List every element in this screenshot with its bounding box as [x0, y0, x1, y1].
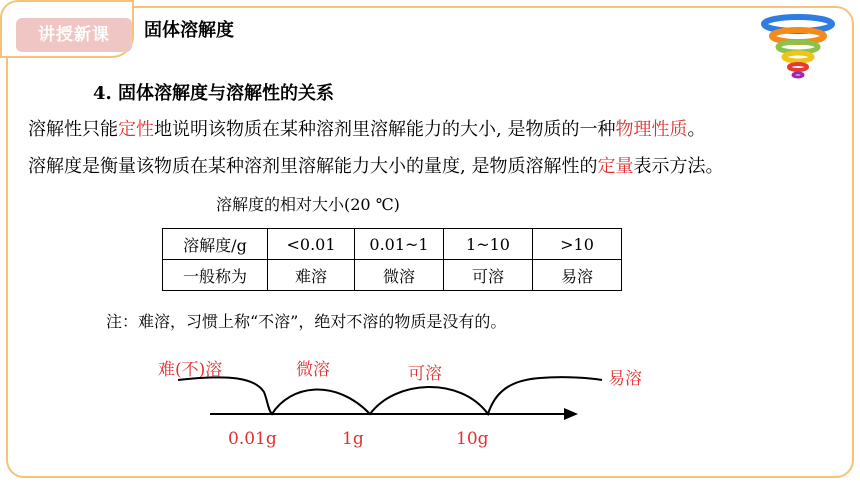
table-cell: 微溶	[355, 260, 444, 291]
footnote: 注：难溶，习惯上称“不溶”，绝对不溶的物质是没有的。	[106, 312, 507, 331]
table-cell: 溶解度/g	[163, 229, 268, 260]
threshold-10g: 10g	[456, 429, 489, 449]
p1-text-a: 溶解性只能	[28, 119, 118, 140]
table-cell: >10	[533, 229, 622, 260]
table-cell: <0.01	[268, 229, 355, 260]
page-title: 固体溶解度	[144, 20, 234, 41]
p1-highlight-physical-property: 物理性质	[615, 119, 688, 140]
table-caption: 溶解度的相对大小(20 ℃)	[216, 195, 400, 214]
table-cell: 0.01~1	[355, 229, 444, 260]
label-slightly-soluble: 微溶	[296, 360, 330, 380]
p2-text-c: 表示方法。	[633, 156, 724, 177]
subsection-heading: 4. 固体溶解度与溶解性的关系	[93, 83, 335, 104]
table-cell: 可溶	[444, 260, 533, 291]
label-soluble: 可溶	[408, 364, 442, 384]
p1-text-e: 。	[687, 119, 706, 140]
label-easily-soluble: 易溶	[608, 369, 642, 389]
threshold-0-01g: 0.01g	[228, 429, 277, 449]
p2-highlight-quantitative: 定量	[597, 156, 634, 177]
table-cell: 易溶	[533, 260, 622, 291]
table-cell: 难溶	[268, 260, 355, 291]
p1-text-c: 地说明该物质在某种溶剂里溶解能力的大小, 是物质的一种	[154, 119, 616, 140]
p1-highlight-qualitative: 定性	[118, 119, 154, 140]
section-tag: 讲授新课	[16, 18, 132, 52]
scale-arrowhead	[564, 408, 578, 420]
p2-text-a: 溶解度是衡量该物质在某种溶剂里溶解能力大小的量度, 是物质溶解性的	[28, 156, 598, 177]
table-cell: 一般称为	[163, 260, 268, 291]
threshold-1g: 1g	[342, 429, 364, 449]
table-cell: 1~10	[444, 229, 533, 260]
solubility-curve	[178, 377, 602, 414]
label-insoluble: 难(不)溶	[158, 360, 223, 380]
